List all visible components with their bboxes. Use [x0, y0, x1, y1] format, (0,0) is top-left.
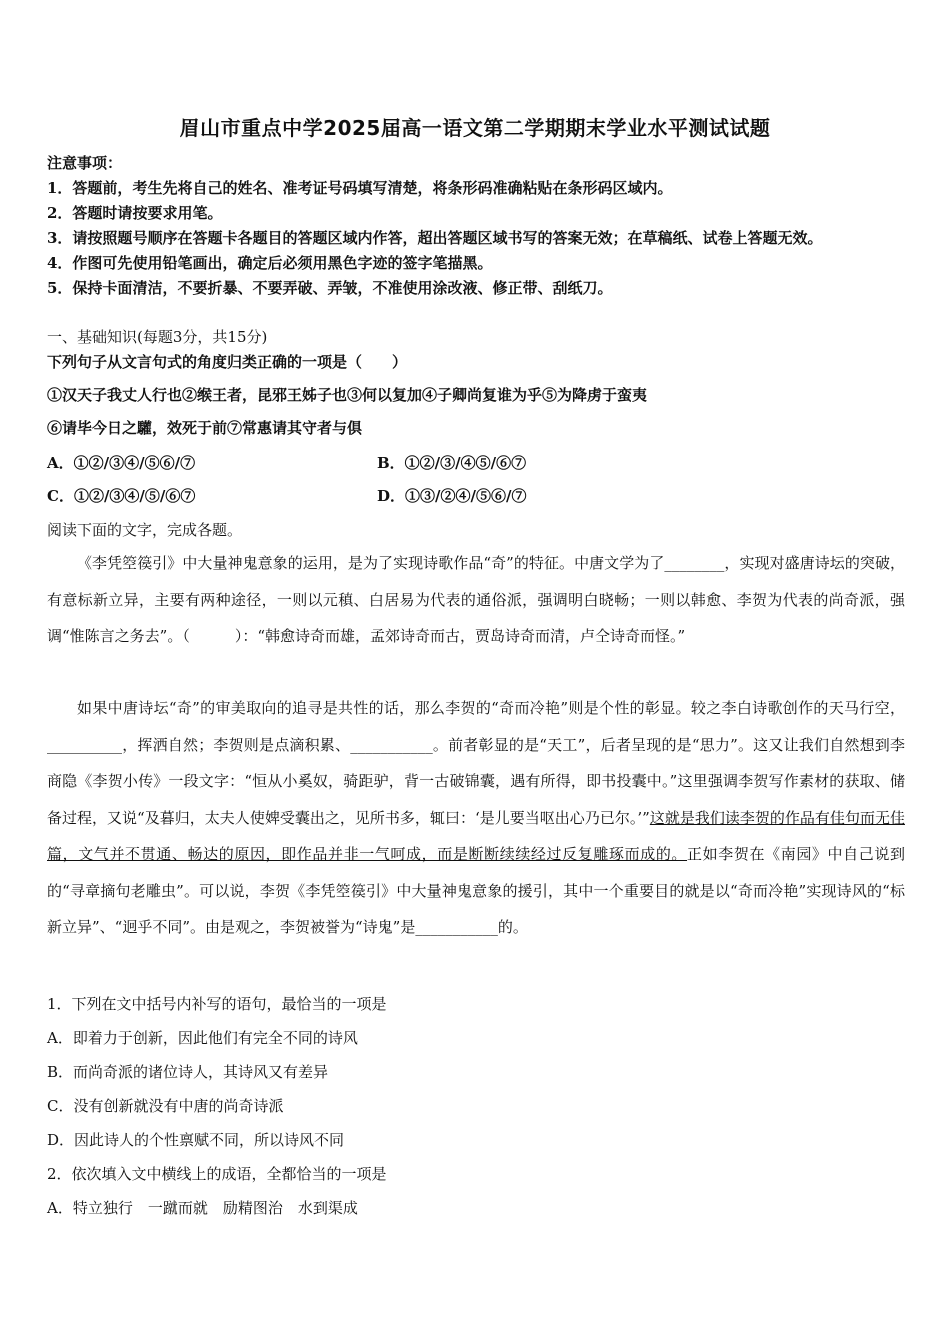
question-sentences: ①汉天子我丈人行也②缑王者，昆邪王姊子也③何以复加④子卿尚复谁为乎⑤为降虏于蛮夷: [47, 386, 648, 404]
notice-item: 3．请按照题号顺序在答题卡各题目的答题区域内作答，超出答题区域书写的答案无效；在草稿纸、试卷上答题无效。: [47, 229, 823, 247]
question-1-option: D．因此诗人的个性禀赋不同，所以诗风不同: [47, 1131, 345, 1149]
option-c: C．①②/③④/⑤/⑥⑦: [47, 487, 196, 505]
paragraph-text: 如果中唐诗坛“奇”的审美取向的追寻是共性的话，那么李贺的“奇而冷艳”则是个性的彰显。较之李白诗歌创作的天马行空，__________，挥洒自然；李贺则是点滴积累、___________。前者彰显的是“天工”，后者呈现的是“思力”。这又让我们自然想到李商隐《李贺小传》一段文字：“恒从小奚奴，骑距驴，背一古破锦囊，遇有所得，即书投囊中。”这里强调李贺写作素材的获取、储备过程，又说“及暮归，太夫人使婢受囊出之，见所书多，辄曰：‘是儿要当呕出心乃已尔。’”: [47, 699, 905, 827]
notice-item: 4．作图可先使用铅笔画出，确定后必须用黑色字迹的签字笔描黑。: [47, 254, 493, 272]
reading-intro: 阅读下面的文字，完成各题。: [47, 521, 243, 539]
option-d: D．①③/②④/⑤⑥/⑦: [377, 487, 527, 505]
notice-heading: 注意事项：: [47, 154, 123, 172]
option-a: A．①②/③④/⑤⑥/⑦: [47, 454, 196, 472]
question-2-stem: 2．依次填入文中横线上的成语，全都恰当的一项是: [47, 1165, 387, 1183]
question-2-option: A．特立独行 一蹴而就 励精图治 水到渠成: [47, 1199, 358, 1217]
notice-item: 5．保持卡面清洁，不要折暴、不要弄破、弄皱，不准使用涂改液、修正带、刮纸刀。: [47, 279, 613, 297]
question-sentences: ⑥请毕今日之驩，效死于前⑦常惠请其守者与俱: [47, 419, 363, 437]
question-1-option: C．没有创新就没有中唐的尚奇诗派: [47, 1097, 284, 1115]
paragraph-text: 正如李贺在《南园》中自己说到的“寻章摘句老雕虫”。可以说，李贺《李凭箜篌引》中大量神鬼意象的援引，其中一个重要目的就是以“奇而冷艳”实现诗风的“标新立异”、“迥乎不同”。由是观之，李贺被誉为“诗鬼”是___________的。: [47, 845, 905, 936]
option-b: B．①②/③/④⑤/⑥⑦: [377, 454, 527, 472]
section-heading: 一、基础知识(每题3分，共15分): [47, 328, 268, 346]
question-1-option: A．即着力于创新，因此他们有完全不同的诗风: [47, 1029, 358, 1047]
question-1-option: B．而尚奇派的诸位诗人，其诗风又有差异: [47, 1063, 329, 1081]
reading-paragraph-1: 《李凭箜篌引》中大量神鬼意象的运用，是为了实现诗歌作品“奇”的特征。中唐文学为了________，实现对盛唐诗坛的突破，有意标新立异，主要有两种途径，一则以元稹、白居易为代表的通俗派，强调明白晓畅；一则以韩愈、李贺为代表的尚奇派，强调“惟陈言之务去”。（ ）：“韩愈诗奇而雄，孟郊诗奇而古，贾岛诗奇而清，卢仝诗奇而怪。”: [47, 554, 905, 645]
question-stem: 下列句子从文言句式的角度归类正确的一项是（ ）: [47, 353, 408, 371]
underlined-sentence: 这就是我们读李贺的作品有佳句而无佳篇，文气并不贯通、畅达的原因，即作品并非一气呵成，而是断断续续经过反复雕琢而成的。: [47, 808, 905, 863]
question-1-stem: 1．下列在文中括号内补写的语句，最恰当的一项是: [47, 995, 387, 1013]
reading-paragraph-2: [47, 690, 905, 946]
notice-item: 2．答题时请按要求用笔。: [47, 204, 223, 222]
page-title: 眉山市重点中学2025届高一语文第二学期期末学业水平测试试题: [179, 116, 771, 140]
notice-item: 1．答题前，考生先将自己的姓名、准考证号码填写清楚，将条形码准确粘贴在条形码区域内。: [47, 179, 673, 197]
